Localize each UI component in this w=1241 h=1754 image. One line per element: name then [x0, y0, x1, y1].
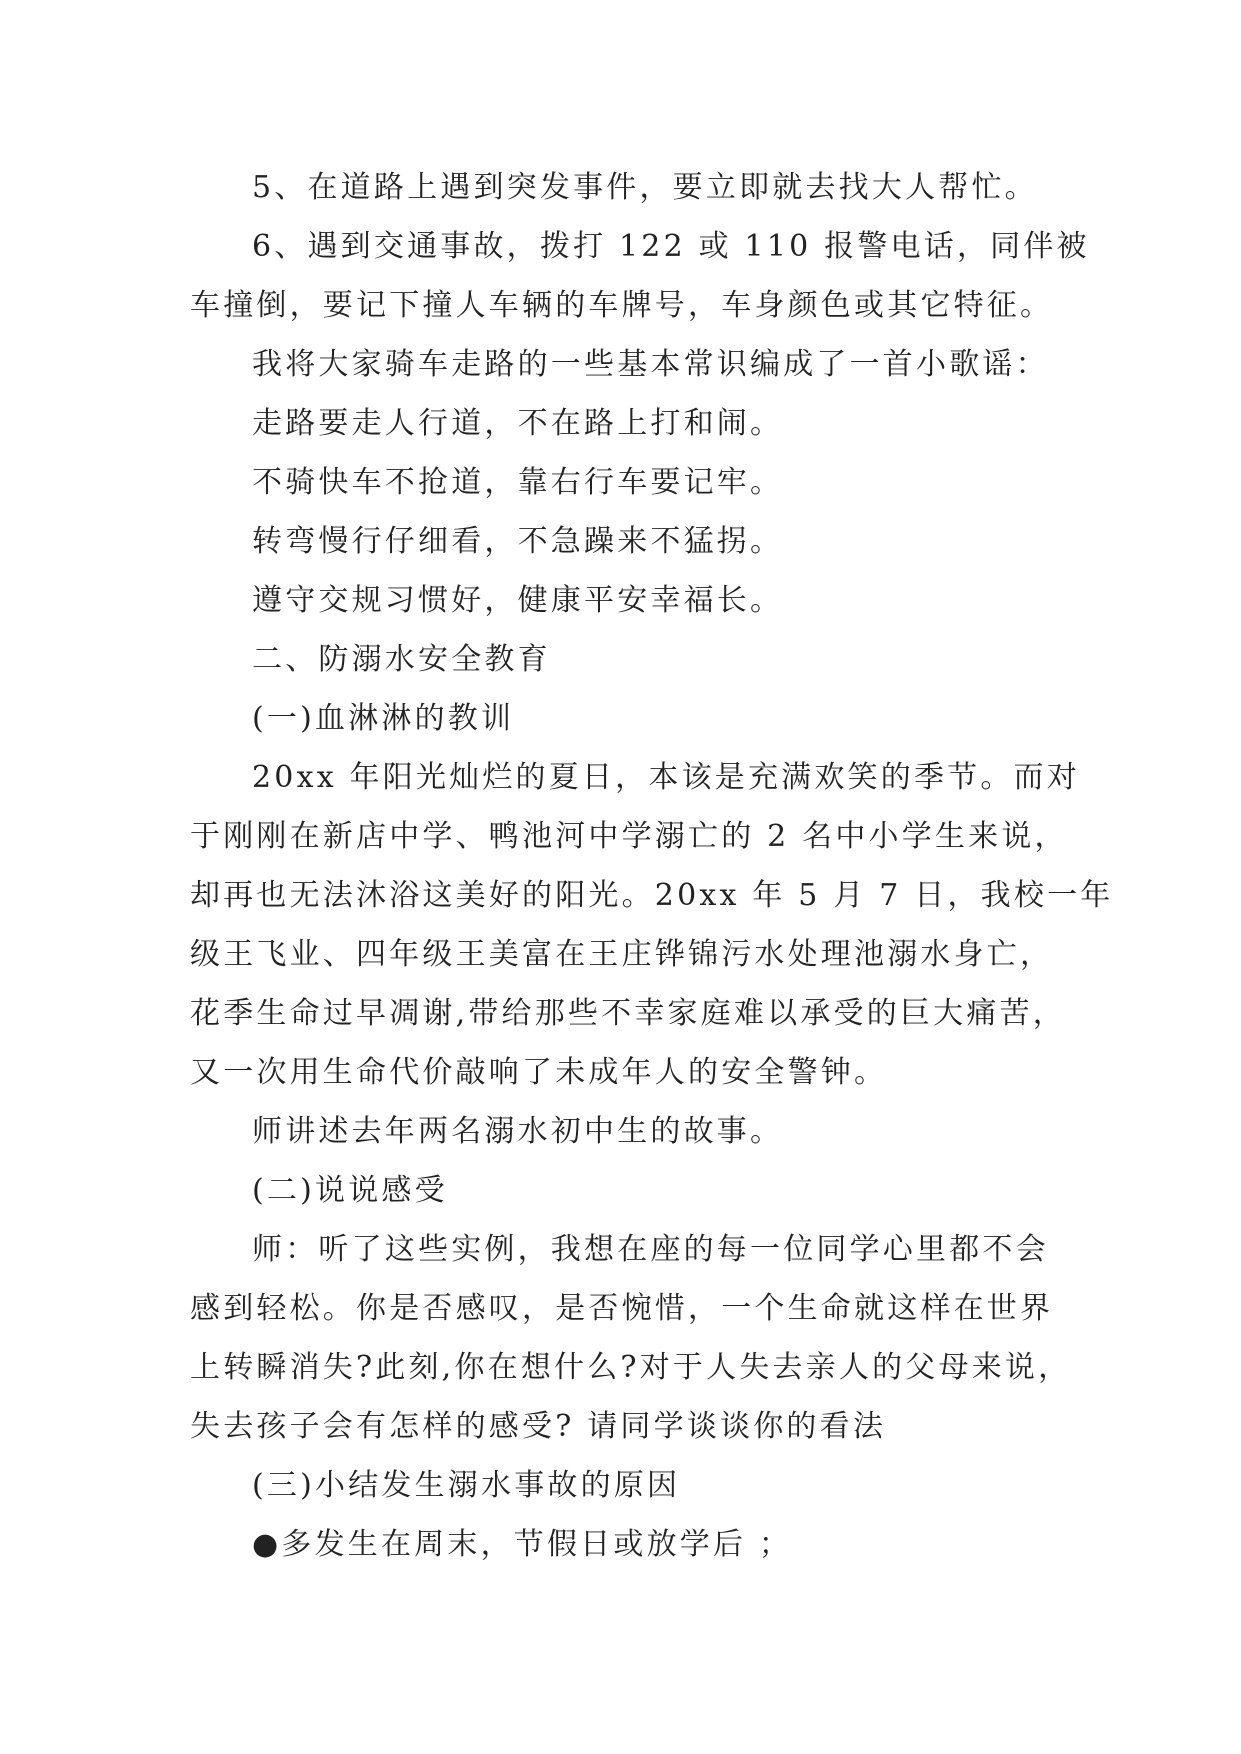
section-heading-drowning: 二、防溺水安全教育 — [252, 642, 551, 677]
lesson-paragraph-line-3: 却再也无法沐浴这美好的阳光。20xx 年 5 月 7 日，我校一年 — [190, 878, 1114, 913]
subsection-heading-3: (三)小结发生溺水事故的原因 — [252, 1468, 681, 1503]
song-verse-4: 遵守交规习惯好，健康平安幸福长。 — [252, 583, 784, 618]
teacher-question-line-1: 师：听了这些实例，我想在座的每一位同学心里都不会 — [252, 1232, 1049, 1267]
lesson-paragraph-line-6: 又一次用生命代价敲响了未成年人的安全警钟。 — [190, 1055, 888, 1090]
teacher-question-line-4: 失去孩子会有怎样的感受? 请同学谈谈你的看法 — [190, 1409, 887, 1444]
document-body — [190, 158, 1114, 1574]
song-verse-2: 不骑快车不抢道，靠右行车要记牢。 — [252, 465, 784, 500]
teacher-story-line: 师讲述去年两名溺水初中生的故事。 — [252, 1114, 784, 1149]
item-6-line-2: 车撞倒，要记下撞人车辆的车牌号，车身颜色或其它特征。 — [190, 288, 1054, 323]
bullet-item-1: ●多发生在周末，节假日或放学后 ； — [252, 1527, 793, 1562]
song-verse-3: 转弯慢行仔细看，不急躁来不猛拐。 — [252, 524, 784, 559]
teacher-question-line-3: 上转瞬消失?此刻,你在想什么?对于人失去亲人的父母来说， — [190, 1350, 1072, 1385]
subsection-heading-2: (二)说说感受 — [252, 1173, 448, 1208]
song-verse-1: 走路要走人行道，不在路上打和闹。 — [252, 406, 784, 441]
item-5-line: 5、在道路上遇到突发事件，要立即就去找大人帮忙。 — [252, 170, 1038, 205]
lesson-paragraph-line-4: 级王飞业、四年级王美富在王庄铧锦污水处理池溺水身亡， — [190, 937, 1054, 972]
lesson-paragraph-line-2: 于刚刚在新店中学、鸭池河中学溺亡的 2 名中小学生来说， — [190, 819, 1068, 854]
song-intro-line: 我将大家骑车走路的一些基本常识编成了一首小歌谣： — [252, 347, 1049, 382]
item-6-line-1: 6、遇到交通事故，拨打 122 或 110 报警电话，同伴被 — [252, 229, 1090, 264]
teacher-question-line-2: 感到轻松。你是否感叹，是否惋惜，一个生命就这样在世界 — [190, 1291, 1054, 1326]
lesson-paragraph-line-5: 花季生命过早凋谢,带给那些不幸家庭难以承受的巨大痛苦， — [190, 996, 1066, 1031]
subsection-heading-1: (一)血淋淋的教训 — [252, 701, 515, 736]
lesson-paragraph-line-1: 20xx 年阳光灿烂的夏日，本该是充满欢笑的季节。而对 — [252, 760, 1080, 795]
